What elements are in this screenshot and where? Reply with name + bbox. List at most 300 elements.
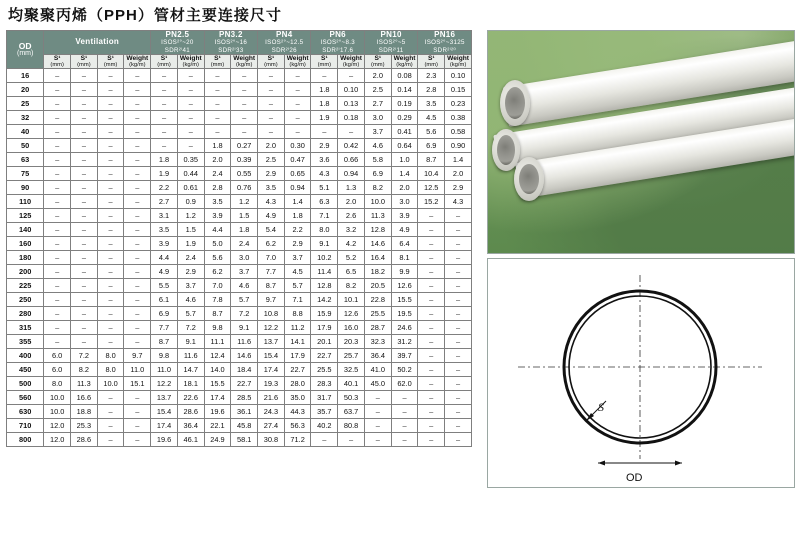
- cell-value: –: [204, 97, 231, 111]
- cell-od: 450: [7, 363, 44, 377]
- cell-value: 6.3: [311, 195, 338, 209]
- cell-value: –: [418, 321, 445, 335]
- cell-value: 0.19: [391, 97, 418, 111]
- table-row: [7, 195, 472, 209]
- cell-value: –: [177, 139, 204, 153]
- table-row: [7, 209, 472, 223]
- unit-cell: Weight (kg/m): [338, 54, 365, 69]
- diagram-svg: [488, 259, 792, 485]
- cell-value: –: [418, 293, 445, 307]
- cell-value: 5.1: [311, 181, 338, 195]
- cell-value: 0.30: [284, 139, 311, 153]
- cell-value: 15.4: [151, 405, 178, 419]
- cell-value: –: [177, 97, 204, 111]
- cell-value: 25.5: [311, 363, 338, 377]
- cell-od: 500: [7, 377, 44, 391]
- cell-value: –: [364, 433, 391, 447]
- cell-value: –: [97, 433, 124, 447]
- cell-value: 0.58: [445, 125, 472, 139]
- cell-value: 25.3: [71, 419, 98, 433]
- cell-value: 17.4: [151, 419, 178, 433]
- cell-value: 5.6: [204, 251, 231, 265]
- cell-value: –: [418, 363, 445, 377]
- cell-value: 4.3: [311, 167, 338, 181]
- cell-value: 3.6: [311, 153, 338, 167]
- cell-value: –: [177, 69, 204, 83]
- cell-value: –: [44, 195, 71, 209]
- od-header: OD (mm): [7, 31, 44, 69]
- cell-value: 71.2: [284, 433, 311, 447]
- cell-value: 1.4: [391, 167, 418, 181]
- cell-value: 4.9: [258, 209, 285, 223]
- cell-value: 2.9: [177, 265, 204, 279]
- cell-value: –: [124, 181, 151, 195]
- cell-value: –: [151, 139, 178, 153]
- cell-value: –: [71, 181, 98, 195]
- table-head: [7, 31, 472, 69]
- cell-value: 2.4: [231, 237, 258, 251]
- cell-value: 7.7: [258, 265, 285, 279]
- cell-value: 8.8: [284, 307, 311, 321]
- cell-od: 90: [7, 181, 44, 195]
- cell-value: 10.1: [338, 293, 365, 307]
- cell-value: 5.7: [231, 293, 258, 307]
- cell-value: 7.2: [177, 321, 204, 335]
- cell-value: –: [44, 237, 71, 251]
- cell-value: 4.2: [338, 237, 365, 251]
- table-row: [7, 419, 472, 433]
- cell-value: –: [44, 321, 71, 335]
- cell-value: 5.5: [151, 279, 178, 293]
- unit-cell: Weight (kg/m): [445, 54, 472, 69]
- cell-value: 6.9: [418, 139, 445, 153]
- cell-value: –: [151, 97, 178, 111]
- cell-value: –: [284, 83, 311, 97]
- cell-value: 0.47: [284, 153, 311, 167]
- cell-value: –: [124, 321, 151, 335]
- cell-value: –: [338, 125, 365, 139]
- cell-value: –: [391, 419, 418, 433]
- cell-value: 0.10: [445, 69, 472, 83]
- cell-value: 2.4: [204, 167, 231, 181]
- cell-value: –: [124, 139, 151, 153]
- cell-value: 9.9: [391, 265, 418, 279]
- cell-value: –: [97, 181, 124, 195]
- cell-value: –: [445, 433, 472, 447]
- cell-value: 2.0: [338, 195, 365, 209]
- cell-value: 4.4: [151, 251, 178, 265]
- table-row: [7, 83, 472, 97]
- cell-value: 15.1: [124, 377, 151, 391]
- cell-value: 31.7: [311, 391, 338, 405]
- cell-value: 28.6: [177, 405, 204, 419]
- cell-value: –: [44, 265, 71, 279]
- cell-value: 6.0: [44, 363, 71, 377]
- cell-value: –: [124, 391, 151, 405]
- unit-cell: S¹ (mm): [258, 54, 285, 69]
- cell-value: 4.4: [204, 223, 231, 237]
- cell-value: –: [124, 293, 151, 307]
- cell-value: 0.27: [231, 139, 258, 153]
- cell-value: 7.8: [204, 293, 231, 307]
- cell-value: 16.0: [338, 321, 365, 335]
- cell-value: –: [97, 419, 124, 433]
- cell-value: –: [97, 335, 124, 349]
- table-group-row: [7, 31, 472, 55]
- cell-value: 19.5: [391, 307, 418, 321]
- cell-value: 5.8: [364, 153, 391, 167]
- cell-value: 12.6: [338, 307, 365, 321]
- unit-cell: S¹ (mm): [311, 54, 338, 69]
- cell-value: 2.7: [364, 97, 391, 111]
- cell-value: –: [311, 433, 338, 447]
- cell-value: 7.1: [284, 293, 311, 307]
- cell-value: 12.2: [151, 377, 178, 391]
- cell-value: 3.9: [151, 237, 178, 251]
- cell-value: –: [124, 419, 151, 433]
- cell-value: 3.5: [151, 223, 178, 237]
- cell-value: –: [231, 125, 258, 139]
- cell-value: 2.3: [418, 69, 445, 83]
- cell-value: –: [97, 223, 124, 237]
- cell-value: 11.2: [284, 321, 311, 335]
- group-header-pn2-5: PN2.5 ISOS²°~20 SDR²ⁱ41: [151, 31, 204, 55]
- cell-value: 25.7: [338, 349, 365, 363]
- cell-value: 1.2: [177, 209, 204, 223]
- cell-value: –: [124, 307, 151, 321]
- cell-value: –: [258, 111, 285, 125]
- cell-value: –: [97, 251, 124, 265]
- cell-value: 2.0: [445, 167, 472, 181]
- cell-value: –: [124, 251, 151, 265]
- cell-value: 11.3: [364, 209, 391, 223]
- cell-value: 24.9: [204, 433, 231, 447]
- cell-value: –: [151, 83, 178, 97]
- cell-value: 12.2: [258, 321, 285, 335]
- cell-value: 0.23: [445, 97, 472, 111]
- cell-value: 12.0: [44, 419, 71, 433]
- cell-value: –: [97, 405, 124, 419]
- cell-value: 2.0: [204, 153, 231, 167]
- cell-value: –: [418, 209, 445, 223]
- cell-value: –: [258, 69, 285, 83]
- cell-value: –: [258, 97, 285, 111]
- cell-value: 10.0: [97, 377, 124, 391]
- cell-value: 1.9: [151, 167, 178, 181]
- cell-od: 20: [7, 83, 44, 97]
- cell-od: 32: [7, 111, 44, 125]
- cell-value: 44.3: [284, 405, 311, 419]
- cell-value: –: [97, 195, 124, 209]
- cell-value: –: [445, 251, 472, 265]
- table-row: [7, 265, 472, 279]
- cell-value: 2.5: [258, 153, 285, 167]
- cell-value: –: [124, 97, 151, 111]
- cell-value: 11.1: [204, 335, 231, 349]
- cell-value: 0.29: [391, 111, 418, 125]
- cell-value: 4.9: [151, 265, 178, 279]
- cell-value: 5.0: [204, 237, 231, 251]
- cell-value: 11.0: [151, 363, 178, 377]
- cell-value: –: [124, 335, 151, 349]
- cell-value: 8.2: [364, 181, 391, 195]
- cell-value: 3.0: [391, 195, 418, 209]
- cell-value: 32.3: [364, 335, 391, 349]
- cell-value: 10.0: [364, 195, 391, 209]
- cell-value: 40.1: [338, 377, 365, 391]
- cell-value: –: [97, 321, 124, 335]
- cell-value: –: [71, 139, 98, 153]
- group-header-pn3-2: PN3.2 ISOS²°~16 SDR²ⁱ33: [204, 31, 257, 55]
- cell-value: 3.5: [204, 195, 231, 209]
- cell-value: 7.0: [258, 251, 285, 265]
- cell-value: 8.2: [71, 363, 98, 377]
- cell-value: 21.6: [258, 391, 285, 405]
- cell-value: –: [124, 209, 151, 223]
- group-header-pn6: PN6 ISOS²°~8.3 SDR²ⁱ17.6: [311, 31, 364, 55]
- cell-value: 6.9: [151, 307, 178, 321]
- cell-value: –: [71, 111, 98, 125]
- cell-od: 50: [7, 139, 44, 153]
- cell-value: 3.7: [231, 265, 258, 279]
- cell-value: 22.8: [364, 293, 391, 307]
- cell-value: 6.9: [364, 167, 391, 181]
- cell-value: –: [97, 139, 124, 153]
- table-row: [7, 125, 472, 139]
- cell-value: 1.4: [445, 153, 472, 167]
- cell-value: –: [418, 405, 445, 419]
- cell-value: –: [44, 125, 71, 139]
- cell-value: 4.6: [231, 279, 258, 293]
- cell-od: 280: [7, 307, 44, 321]
- pipe-bore-top: [505, 87, 525, 119]
- cell-value: –: [418, 307, 445, 321]
- cell-value: 1.8: [204, 139, 231, 153]
- cell-value: 10.2: [311, 251, 338, 265]
- cell-value: –: [124, 111, 151, 125]
- cell-value: 1.8: [284, 209, 311, 223]
- unit-cell: Weight (kg/m): [391, 54, 418, 69]
- cell-value: 14.7: [177, 363, 204, 377]
- cell-value: 63.7: [338, 405, 365, 419]
- cell-value: –: [418, 349, 445, 363]
- cell-value: –: [231, 83, 258, 97]
- cell-value: 8.7: [151, 335, 178, 349]
- cell-value: –: [71, 97, 98, 111]
- cell-value: –: [284, 125, 311, 139]
- od-arrow-left: [598, 461, 605, 466]
- cell-value: 13.7: [258, 335, 285, 349]
- cell-value: 19.6: [151, 433, 178, 447]
- cell-value: 14.1: [284, 335, 311, 349]
- cell-value: –: [204, 69, 231, 83]
- cell-value: 3.2: [338, 223, 365, 237]
- cell-value: 14.0: [204, 363, 231, 377]
- cell-value: –: [44, 223, 71, 237]
- cell-value: –: [418, 279, 445, 293]
- cell-value: 1.8: [231, 223, 258, 237]
- cell-value: 3.7: [284, 251, 311, 265]
- table-row: [7, 335, 472, 349]
- cell-value: 6.2: [204, 265, 231, 279]
- table-row: [7, 111, 472, 125]
- cell-value: –: [124, 125, 151, 139]
- table-row: [7, 321, 472, 335]
- cell-value: 6.0: [44, 349, 71, 363]
- cell-value: 19.3: [258, 377, 285, 391]
- cell-od: 355: [7, 335, 44, 349]
- cell-value: 50.2: [391, 363, 418, 377]
- cell-value: 6.4: [391, 237, 418, 251]
- cell-value: 12.5: [418, 181, 445, 195]
- cell-value: 9.7: [258, 293, 285, 307]
- page-title: 均聚聚丙烯（PPH）管材主要连接尺寸: [8, 7, 282, 24]
- cell-value: 0.94: [338, 167, 365, 181]
- cell-value: 6.5: [338, 265, 365, 279]
- cell-value: 2.9: [258, 167, 285, 181]
- cell-value: –: [97, 167, 124, 181]
- cell-value: –: [124, 265, 151, 279]
- cell-value: 9.8: [151, 349, 178, 363]
- cell-od: 630: [7, 405, 44, 419]
- cell-value: –: [177, 125, 204, 139]
- cell-value: –: [258, 83, 285, 97]
- cell-value: 3.7: [177, 279, 204, 293]
- cell-value: 22.7: [284, 363, 311, 377]
- cell-value: 0.94: [284, 181, 311, 195]
- cell-value: 0.08: [391, 69, 418, 83]
- cell-value: 9.1: [311, 237, 338, 251]
- cell-value: –: [97, 209, 124, 223]
- table-row: [7, 307, 472, 321]
- cell-value: –: [177, 111, 204, 125]
- cell-value: –: [391, 405, 418, 419]
- cell-value: 36.1: [231, 405, 258, 419]
- cell-value: 3.0: [231, 251, 258, 265]
- cell-value: 0.39: [231, 153, 258, 167]
- cell-value: 13.7: [151, 391, 178, 405]
- cell-value: 58.1: [231, 433, 258, 447]
- cell-value: 11.3: [71, 377, 98, 391]
- cell-value: 2.8: [418, 83, 445, 97]
- cell-value: –: [44, 69, 71, 83]
- cell-value: –: [364, 405, 391, 419]
- cell-value: 1.8: [311, 97, 338, 111]
- cell-value: 4.6: [364, 139, 391, 153]
- cell-value: 20.1: [311, 335, 338, 349]
- cell-value: 41.0: [364, 363, 391, 377]
- cell-value: 46.1: [177, 433, 204, 447]
- cell-value: –: [44, 83, 71, 97]
- cell-value: 8.2: [338, 279, 365, 293]
- cell-value: –: [97, 237, 124, 251]
- cell-value: –: [44, 279, 71, 293]
- cell-value: 9.8: [204, 321, 231, 335]
- cell-value: 17.9: [284, 349, 311, 363]
- cell-value: 1.3: [338, 181, 365, 195]
- cell-value: –: [97, 69, 124, 83]
- cell-value: –: [97, 83, 124, 97]
- cell-value: –: [97, 153, 124, 167]
- cell-value: –: [258, 125, 285, 139]
- cell-value: 5.7: [177, 307, 204, 321]
- cell-value: –: [124, 83, 151, 97]
- cell-value: 10.0: [44, 391, 71, 405]
- cell-value: –: [71, 265, 98, 279]
- cell-value: 4.5: [418, 111, 445, 125]
- cell-value: –: [44, 111, 71, 125]
- table-row: [7, 251, 472, 265]
- cell-od: 710: [7, 419, 44, 433]
- cell-value: –: [44, 307, 71, 321]
- cell-value: 22.6: [177, 391, 204, 405]
- cell-value: 0.41: [391, 125, 418, 139]
- unit-cell: Weight (kg/m): [177, 54, 204, 69]
- cell-value: 8.7: [258, 279, 285, 293]
- cell-value: 8.0: [311, 223, 338, 237]
- cell-value: 0.66: [338, 153, 365, 167]
- cell-od: 160: [7, 237, 44, 251]
- cell-value: 7.0: [204, 279, 231, 293]
- cell-value: –: [71, 335, 98, 349]
- cell-value: 6.1: [151, 293, 178, 307]
- cell-value: 2.4: [177, 251, 204, 265]
- cell-value: –: [445, 405, 472, 419]
- cell-value: –: [418, 419, 445, 433]
- cell-value: 22.7: [231, 377, 258, 391]
- cell-value: 40.2: [311, 419, 338, 433]
- cell-value: 0.18: [338, 111, 365, 125]
- od-label: OD: [626, 472, 643, 484]
- cell-value: 5.2: [338, 251, 365, 265]
- cell-value: –: [44, 97, 71, 111]
- cell-value: –: [177, 83, 204, 97]
- cell-value: 28.6: [71, 433, 98, 447]
- dimension-table-wrapper: [6, 30, 472, 447]
- cell-value: 1.5: [177, 223, 204, 237]
- cell-od: 560: [7, 391, 44, 405]
- cell-value: 2.5: [364, 83, 391, 97]
- cell-value: –: [418, 237, 445, 251]
- cell-value: 0.13: [338, 97, 365, 111]
- group-header-pn10: PN10 ISOS²°~5 SDR²ⁱ11: [364, 31, 417, 55]
- cell-value: 15.9: [311, 307, 338, 321]
- unit-cell: Weight (kg/m): [231, 54, 258, 69]
- cell-value: –: [418, 377, 445, 391]
- cell-od: 180: [7, 251, 44, 265]
- cell-value: 8.0: [97, 349, 124, 363]
- cross-section-diagram: [487, 258, 795, 488]
- cell-value: –: [71, 153, 98, 167]
- cell-value: 36.4: [177, 419, 204, 433]
- cell-value: 2.0: [258, 139, 285, 153]
- cell-value: –: [445, 391, 472, 405]
- cell-value: 10.0: [44, 405, 71, 419]
- cell-value: 35.7: [311, 405, 338, 419]
- cell-od: 75: [7, 167, 44, 181]
- cell-value: 15.5: [204, 377, 231, 391]
- cell-od: 315: [7, 321, 44, 335]
- cell-value: 2.9: [311, 139, 338, 153]
- cell-value: 20.5: [364, 279, 391, 293]
- cell-value: 3.7: [364, 125, 391, 139]
- cell-value: 0.9: [177, 195, 204, 209]
- cell-value: –: [418, 265, 445, 279]
- cell-value: 0.44: [177, 167, 204, 181]
- cell-value: –: [445, 209, 472, 223]
- cell-value: 3.5: [418, 97, 445, 111]
- cell-value: 39.7: [391, 349, 418, 363]
